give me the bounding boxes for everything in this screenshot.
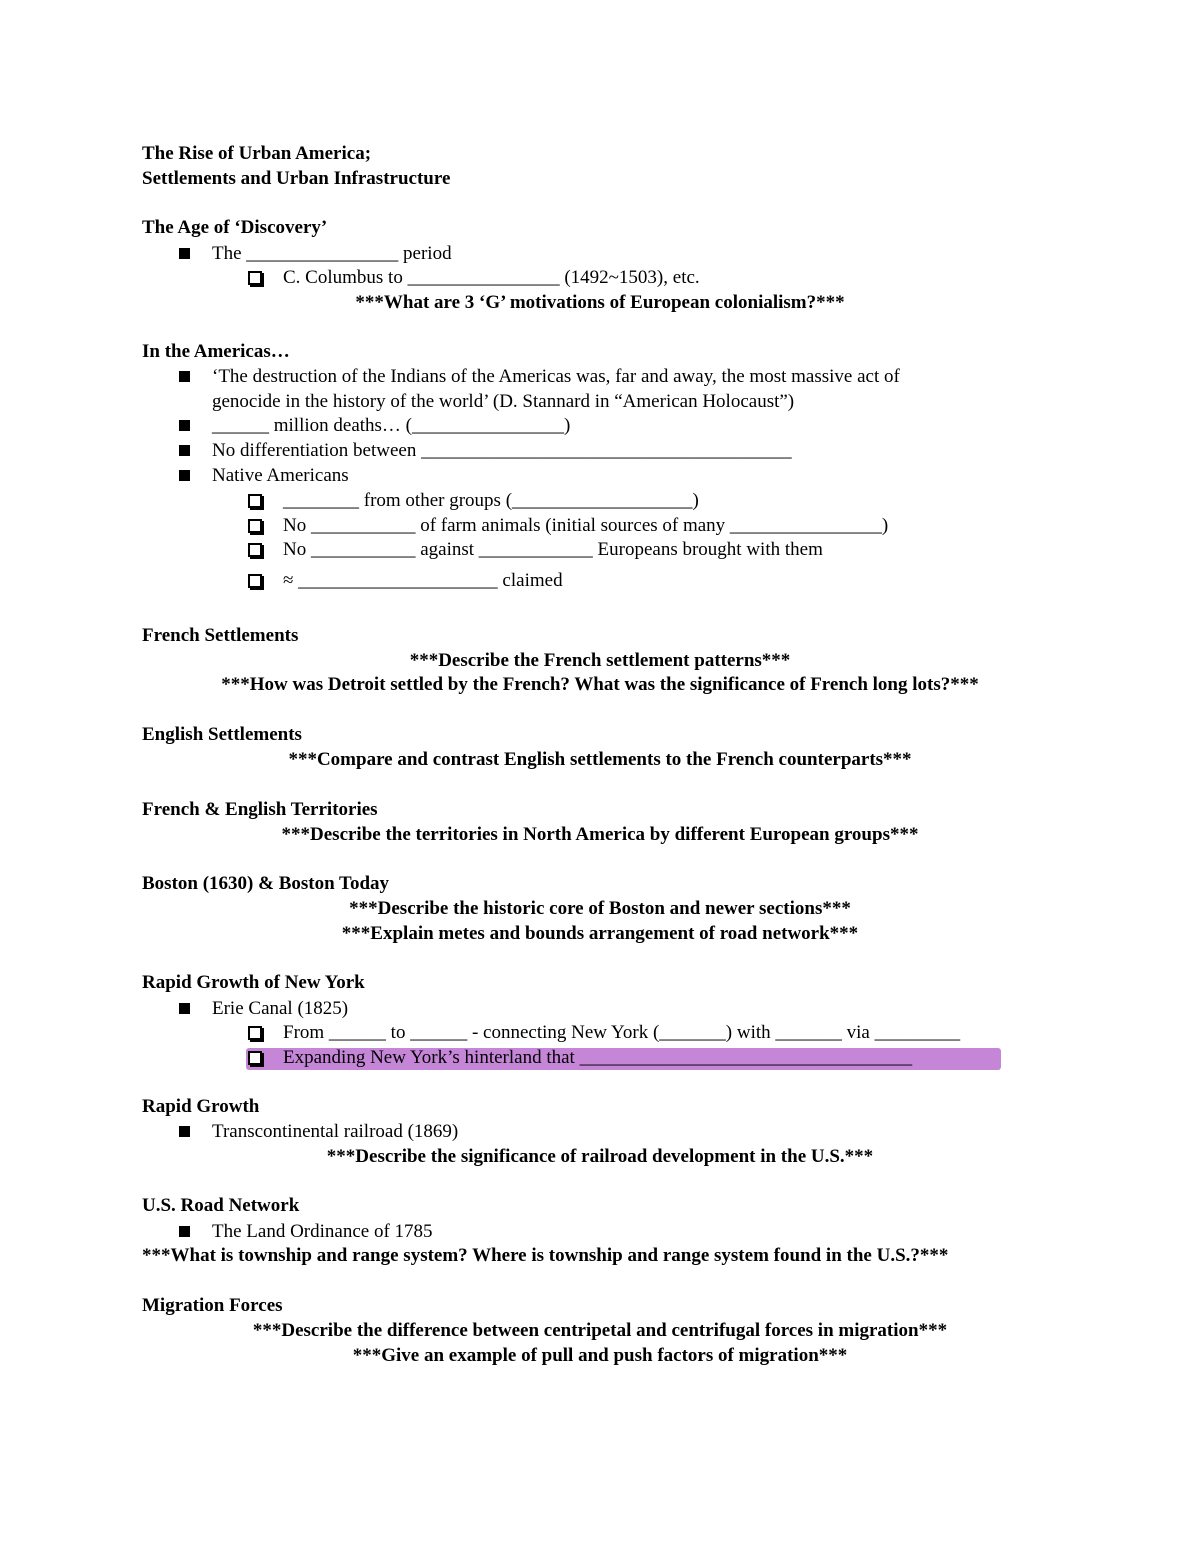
bullet-text: Erie Canal (1825) xyxy=(212,998,349,1019)
question-prompt: ***What are 3 ‘G’ motivations of European colonialism?*** xyxy=(355,292,845,313)
bullet-text: ______ million deaths… (________________) xyxy=(212,415,571,436)
bullet-text: ‘The destruction of the Indians of the Americas was, far and away, the most massive act of xyxy=(212,366,900,387)
section-heading-migration-forces: Migration Forces xyxy=(142,1295,283,1316)
square-bullet-icon xyxy=(179,1003,190,1014)
section-heading-rapid-growth: Rapid Growth xyxy=(142,1096,260,1117)
square-bullet-icon xyxy=(179,1126,190,1137)
document-title-line-2: Settlements and Urban Infrastructure xyxy=(142,168,451,189)
bullet-text: The ________________ period xyxy=(212,243,452,264)
bullet-text: Native Americans xyxy=(212,465,349,486)
checkbox-bullet-icon xyxy=(248,1026,262,1040)
square-bullet-icon xyxy=(179,470,190,481)
section-heading-boston: Boston (1630) & Boston Today xyxy=(142,873,390,894)
sub-bullet-text: ≈ _____________________ claimed xyxy=(283,570,563,591)
bullet-text-continued: genocide in the history of the world’ (D. Stannard in “American Holocaust”) xyxy=(212,391,795,412)
section-heading-territories: French & English Territories xyxy=(142,799,378,820)
question-prompt: ***Describe the significance of railroad development in the U.S.*** xyxy=(326,1146,874,1167)
square-bullet-icon xyxy=(179,1226,190,1237)
sub-bullet-text: ________ from other groups (___________________) xyxy=(283,490,699,511)
question-prompt: ***Describe the French settlement patterns*** xyxy=(409,650,791,671)
checkbox-bullet-icon xyxy=(248,1051,262,1065)
question-prompt: ***Compare and contrast English settlements to the French counterparts*** xyxy=(288,749,912,770)
sub-bullet-text: C. Columbus to ________________ (1492~1503), etc. xyxy=(283,267,700,288)
document-title-line-1: The Rise of Urban America; xyxy=(142,143,372,164)
question-prompt: ***Describe the historic core of Boston and newer sections*** xyxy=(349,898,851,919)
question-prompt: ***Explain metes and bounds arrangement of road network*** xyxy=(341,923,859,944)
sub-bullet-text: No ___________ of farm animals (initial sources of many ________________) xyxy=(283,515,889,536)
bullet-text: Transcontinental railroad (1869) xyxy=(212,1121,459,1142)
square-bullet-icon xyxy=(179,371,190,382)
question-prompt: ***How was Detroit settled by the French? What was the significance of French long lots?*** xyxy=(221,674,979,695)
question-prompt: ***Give an example of pull and push factors of migration*** xyxy=(352,1345,848,1366)
question-prompt: ***Describe the difference between centripetal and centrifugal forces in migration*** xyxy=(252,1320,948,1341)
section-heading-road-network: U.S. Road Network xyxy=(142,1195,300,1216)
checkbox-bullet-icon xyxy=(248,519,262,533)
sub-bullet-text: From ______ to ______ - connecting New York (_______) with _______ via _________ xyxy=(283,1022,961,1043)
bullet-text: The Land Ordinance of 1785 xyxy=(212,1221,433,1242)
checkbox-bullet-icon xyxy=(248,574,262,588)
section-heading-americas: In the Americas… xyxy=(142,341,290,362)
square-bullet-icon xyxy=(179,248,190,259)
bullet-text: No differentiation between _______________________________________ xyxy=(212,440,792,461)
checkbox-bullet-icon xyxy=(248,271,262,285)
sub-bullet-text-highlighted: Expanding New York’s hinterland that ___________________________________ xyxy=(283,1047,913,1068)
question-prompt: ***What is township and range system? Where is township and range system found in the U.S.?*** xyxy=(142,1245,949,1266)
square-bullet-icon xyxy=(179,445,190,456)
checkbox-bullet-icon xyxy=(248,543,262,557)
checkbox-bullet-icon xyxy=(248,494,262,508)
square-bullet-icon xyxy=(179,420,190,431)
question-prompt: ***Describe the territories in North America by different European groups*** xyxy=(281,824,919,845)
section-heading-french-settlements: French Settlements xyxy=(142,625,299,646)
section-heading-english-settlements: English Settlements xyxy=(142,724,302,745)
sub-bullet-text: No ___________ against ____________ Europeans brought with them xyxy=(283,539,823,560)
section-heading-age-of-discovery: The Age of ‘Discovery’ xyxy=(142,217,328,238)
section-heading-new-york: Rapid Growth of New York xyxy=(142,972,365,993)
